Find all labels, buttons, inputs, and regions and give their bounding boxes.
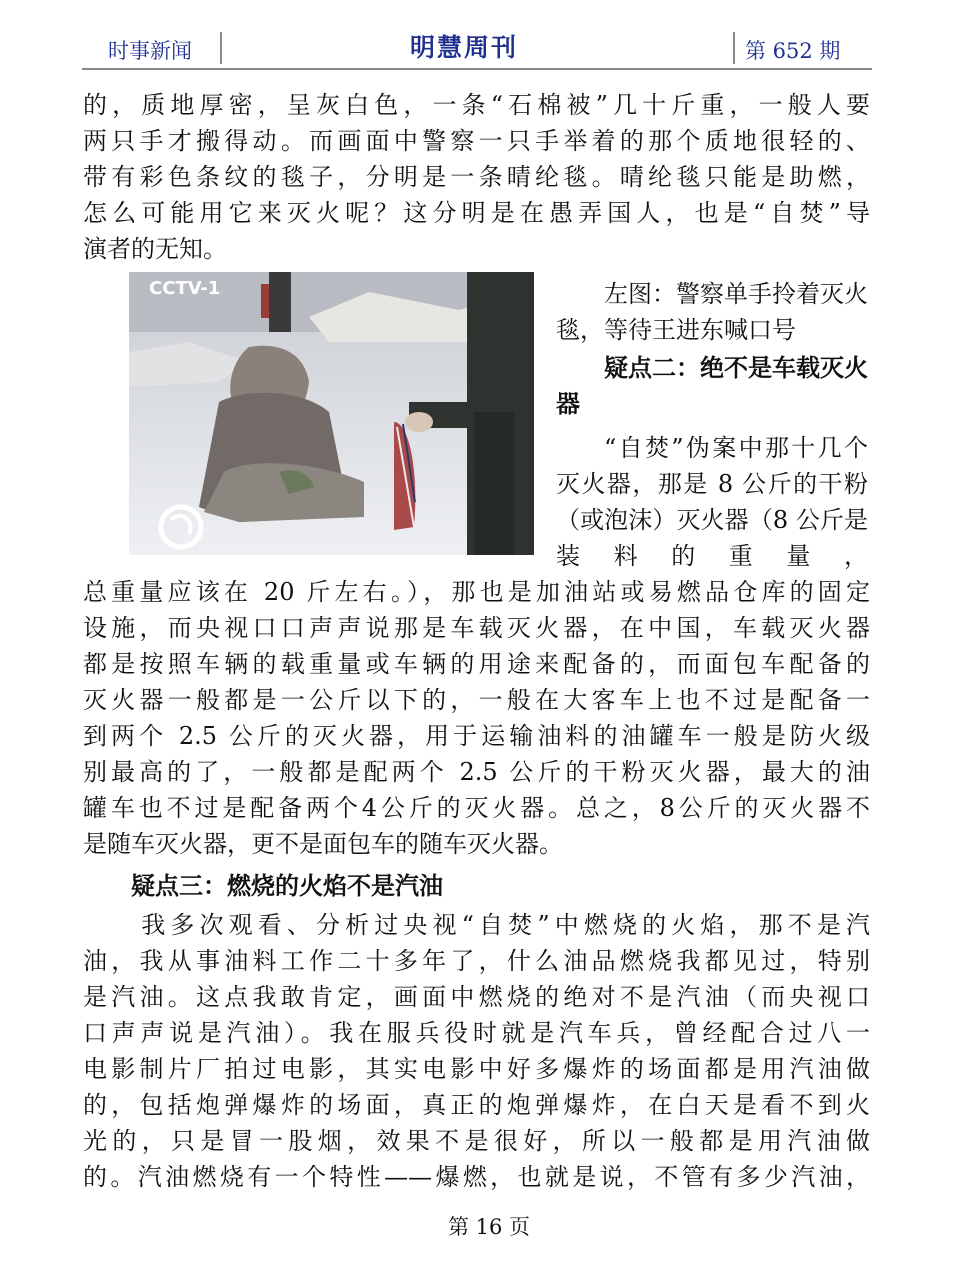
header-issue-box bbox=[733, 32, 874, 64]
text-line: 的，包括炮弹爆炸的场面，真正的炮弹爆炸，在白天是看不到火 bbox=[83, 1091, 870, 1119]
text-line: 设施，而央视口口声声说那是车载灭火器，在中国，车载灭火器 bbox=[83, 614, 870, 642]
text-line: 到两个 2.5 公斤的灭火器，用于运输油料的油罐车一般是防火级 bbox=[83, 722, 870, 750]
page-number: 第 16 页 bbox=[447, 1215, 531, 1239]
header-section-box bbox=[82, 32, 222, 64]
tv-watermark: CCTV-1 bbox=[149, 278, 221, 299]
page-header bbox=[82, 26, 872, 70]
text-line: 灭火器一般都是一公斤以下的，一般在大客车上也不过是配备一 bbox=[83, 686, 870, 714]
publication-title: 明慧周刊 bbox=[410, 33, 519, 62]
text-line: 的。汽油燃烧有一个特性——爆燃，也就是说，不管有多少汽油， bbox=[83, 1163, 870, 1191]
photo-illustration bbox=[129, 272, 534, 555]
news-photo bbox=[129, 272, 534, 555]
text-line: 带有彩色条纹的毯子，分明是一条晴纶毯。晴纶毯只能是助燃， bbox=[83, 163, 870, 191]
text-line: 电影制片厂拍过电影，其实电影中好多爆炸的场面都是用汽油做 bbox=[83, 1055, 870, 1083]
text-line: 的，质地厚密，呈灰白色，一条“石棉被”几十斤重，一般人要 bbox=[83, 91, 870, 119]
text-line: 我多次观看、分析过央视“自焚”中燃烧的火焰，那不是汽 bbox=[83, 911, 870, 939]
text-line: 都是按照车辆的载重量或车辆的用途来配备的，而面包车配备的 bbox=[83, 650, 870, 678]
paragraph-2 bbox=[83, 574, 870, 862]
section-heading-3: 疑点三：燃烧的火焰不是汽油 bbox=[131, 871, 443, 900]
text-line: 别最高的了，一般都是配两个 2.5 公斤的干粉灭火器，最大的油 bbox=[83, 758, 870, 786]
text-line: 是随车灭火器，更不是面包车的随车灭火器。 bbox=[83, 830, 563, 858]
text-line: 油，我从事油料工作二十多年了，什么油品燃烧我都见过，特别 bbox=[83, 947, 870, 975]
text-line: 总重量应该在 20 斤左右。），那也是加油站或易燃品仓库的固定 bbox=[83, 578, 870, 606]
header-section-label: 时事新闻 bbox=[108, 39, 192, 63]
paragraph-1 bbox=[83, 87, 870, 267]
text-line: 是汽油。这点我敢肯定，画面中燃烧的绝对不是汽油（而央视口 bbox=[83, 983, 870, 1011]
text-line: 两只手才搬得动。而画面中警察一只手举着的那个质地很轻的、 bbox=[83, 127, 870, 155]
text-line: 光的，只是冒一股烟，效果不是很好，所以一般都是用汽油做 bbox=[83, 1127, 870, 1155]
photo-caption: 左图：警察单手拎着灭火毯，等待王进东喊口号 bbox=[556, 280, 868, 344]
text-line: 罐车也不过是配备两个4公斤的灭火器。总之，8公斤的灭火器不 bbox=[83, 794, 870, 822]
section-heading-2: 疑点二：绝不是车载灭火器 bbox=[556, 353, 868, 418]
paragraph-3 bbox=[83, 907, 870, 1195]
issue-number: 第 652 期 bbox=[745, 39, 841, 63]
side-paragraph: “自焚”伪案中那十几个灭火器，那是 8 公斤的干粉（或泡沫）灭火器（8 公斤是装料的重量， bbox=[556, 434, 868, 570]
text-line: 口声声说是汽油）。我在服兵役时就是汽车兵，曾经配合过八一 bbox=[83, 1019, 870, 1047]
text-line: 演者的无知。 bbox=[83, 235, 227, 263]
text-line: 怎么可能用它来灭火呢？这分明是在愚弄国人，也是“自焚”导 bbox=[83, 199, 870, 227]
